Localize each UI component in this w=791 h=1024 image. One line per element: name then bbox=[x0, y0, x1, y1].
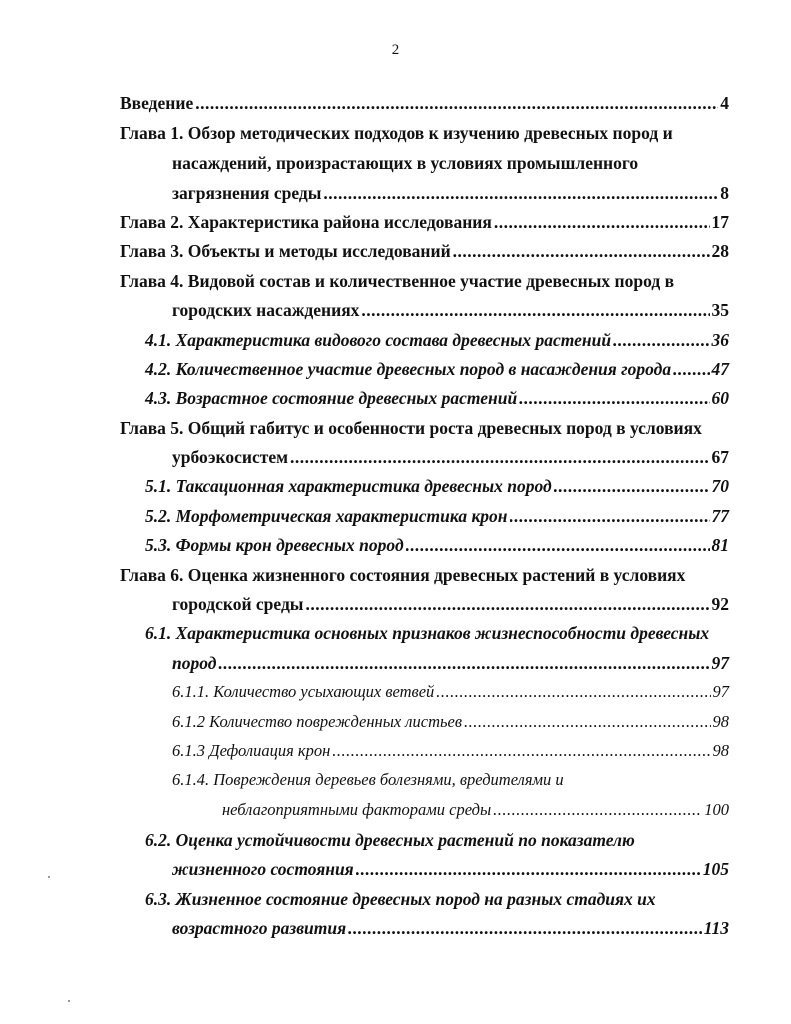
toc-s43[interactable] bbox=[145, 387, 729, 409]
page-number: 2 bbox=[391, 42, 400, 58]
toc-page-number: 28 bbox=[711, 241, 729, 261]
toc-s611[interactable] bbox=[172, 681, 729, 703]
toc-page-number: 97 bbox=[712, 682, 729, 701]
leader-dots bbox=[195, 92, 718, 114]
toc-entry-title: Введение bbox=[120, 93, 194, 113]
toc-entry-title: Глава 2. Характеристика района исследования bbox=[120, 212, 492, 232]
toc-entry-title: урбоэкосистем bbox=[172, 447, 289, 467]
toc-s63-line1[interactable]: 6.3. Жизненное состояние древесных пород на разных стадиях их bbox=[145, 889, 656, 909]
leader-dots bbox=[464, 711, 711, 733]
toc-page-number: 67 bbox=[711, 447, 729, 467]
leader-dots bbox=[332, 740, 710, 762]
toc-ch5[interactable] bbox=[172, 446, 729, 468]
toc-entry-title: 4.3. Возрастное состояние древесных растений bbox=[145, 388, 518, 408]
leader-dots bbox=[493, 799, 702, 821]
leader-dots bbox=[348, 917, 702, 939]
toc-ch2[interactable] bbox=[120, 211, 729, 233]
toc-page-number: 98 bbox=[712, 741, 729, 760]
toc-entry-title: 4.1. Характеристика видового состава древесных растений bbox=[145, 330, 612, 350]
leader-dots bbox=[218, 652, 709, 674]
toc-ch5-line1[interactable]: Глава 5. Общий габитус и особенности роста древесных пород в условиях bbox=[120, 418, 702, 438]
toc-ch1-line1[interactable]: Глава 1. Обзор методических подходов к изучению древесных пород и bbox=[120, 123, 673, 143]
toc-page-number: 100 bbox=[704, 800, 729, 819]
toc-entry-title: жизненного состояния bbox=[172, 859, 354, 879]
toc-page-number: 60 bbox=[711, 388, 729, 408]
toc-page-number: 113 bbox=[703, 918, 729, 938]
leader-dots bbox=[519, 387, 709, 409]
toc-ch1-line2[interactable]: насаждений, произрастающих в условиях промышленного bbox=[172, 153, 639, 173]
toc-entry-title: городских насаждениях bbox=[172, 300, 360, 320]
toc-page-number: 35 bbox=[711, 300, 729, 320]
toc-ch4[interactable] bbox=[172, 299, 729, 321]
leader-dots bbox=[673, 358, 709, 380]
toc-entry-title: 5.1. Таксационная характеристика древесных пород bbox=[145, 476, 552, 496]
toc-s62-line1[interactable]: 6.2. Оценка устойчивости древесных растений по показателю bbox=[145, 830, 635, 850]
toc-entry-title: 5.2. Морфометрическая характеристика крон bbox=[145, 506, 508, 526]
toc-entry-title: 6.1.3 Дефолиация крон bbox=[172, 741, 331, 760]
toc-page-number: 81 bbox=[711, 535, 729, 555]
toc-page-number: 98 bbox=[712, 712, 729, 731]
leader-dots bbox=[361, 299, 709, 321]
toc-entry-title: 4.2. Количественное участие древесных пород в насаждения города bbox=[145, 359, 672, 379]
toc-s612[interactable] bbox=[172, 711, 729, 733]
toc-ch1[interactable] bbox=[172, 182, 729, 204]
toc-entry-title: городской среды bbox=[172, 594, 304, 614]
toc-entry-title: 6.1.2 Количество поврежденных листьев bbox=[172, 712, 462, 731]
toc-page-number: 70 bbox=[711, 476, 729, 496]
leader-dots bbox=[406, 534, 710, 556]
leader-dots bbox=[494, 211, 710, 233]
toc-entry-title: неблагоприятными факторами среды bbox=[222, 800, 492, 819]
leader-dots bbox=[613, 329, 709, 351]
toc-entry-title: пород bbox=[172, 653, 217, 673]
toc-s53[interactable] bbox=[145, 534, 729, 556]
toc-s52[interactable] bbox=[145, 505, 729, 527]
leader-dots bbox=[323, 182, 718, 204]
toc-page-number: 4 bbox=[720, 93, 729, 113]
toc-ch6-line1[interactable]: Глава 6. Оценка жизненного состояния древесных растений в условиях bbox=[120, 565, 686, 585]
toc-s41[interactable] bbox=[145, 329, 729, 351]
toc-entry-title: 6.1.1. Количество усыхающих ветвей bbox=[172, 682, 435, 701]
toc-page-number: 8 bbox=[720, 183, 729, 203]
leader-dots bbox=[436, 681, 710, 703]
toc-page-number: 47 bbox=[711, 359, 729, 379]
toc-s613[interactable] bbox=[172, 740, 729, 762]
toc-s614[interactable] bbox=[222, 799, 729, 821]
leader-dots bbox=[356, 858, 701, 880]
toc-intro[interactable] bbox=[120, 92, 729, 114]
toc-entry-title: 5.3. Формы крон древесных пород bbox=[145, 535, 404, 555]
toc-page-number: 105 bbox=[702, 859, 729, 879]
toc-s42[interactable] bbox=[145, 358, 729, 380]
toc-ch6[interactable] bbox=[172, 593, 729, 615]
scan-speck bbox=[48, 876, 50, 878]
scan-speck bbox=[68, 1000, 70, 1002]
toc-page-number: 17 bbox=[711, 212, 729, 232]
leader-dots bbox=[290, 446, 709, 468]
toc-ch4-line1[interactable]: Глава 4. Видовой состав и количественное участие древесных пород в bbox=[120, 271, 675, 291]
leader-dots bbox=[554, 475, 710, 497]
toc-s614-line1[interactable]: 6.1.4. Повреждения деревьев болезнями, вредителями и bbox=[172, 770, 564, 789]
toc-entry-title: загрязнения среды bbox=[172, 183, 322, 203]
toc-s62[interactable] bbox=[172, 858, 729, 880]
toc-page-number: 77 bbox=[711, 506, 729, 526]
leader-dots bbox=[453, 240, 710, 262]
toc-s61[interactable] bbox=[172, 652, 729, 674]
toc-page-number: 97 bbox=[711, 653, 729, 673]
toc-page-number: 92 bbox=[711, 594, 729, 614]
toc-ch3[interactable] bbox=[120, 240, 729, 262]
toc-s51[interactable] bbox=[145, 475, 729, 497]
toc-page-number: 36 bbox=[711, 330, 729, 350]
toc-s63[interactable] bbox=[172, 917, 729, 939]
leader-dots bbox=[305, 593, 709, 615]
toc-s61-line1[interactable]: 6.1. Характеристика основных признаков жизнеспособности древесных bbox=[145, 623, 710, 643]
toc-entry-title: Глава 3. Объекты и методы исследований bbox=[120, 241, 451, 261]
leader-dots bbox=[510, 505, 710, 527]
toc-entry-title: возрастного развития bbox=[172, 918, 347, 938]
